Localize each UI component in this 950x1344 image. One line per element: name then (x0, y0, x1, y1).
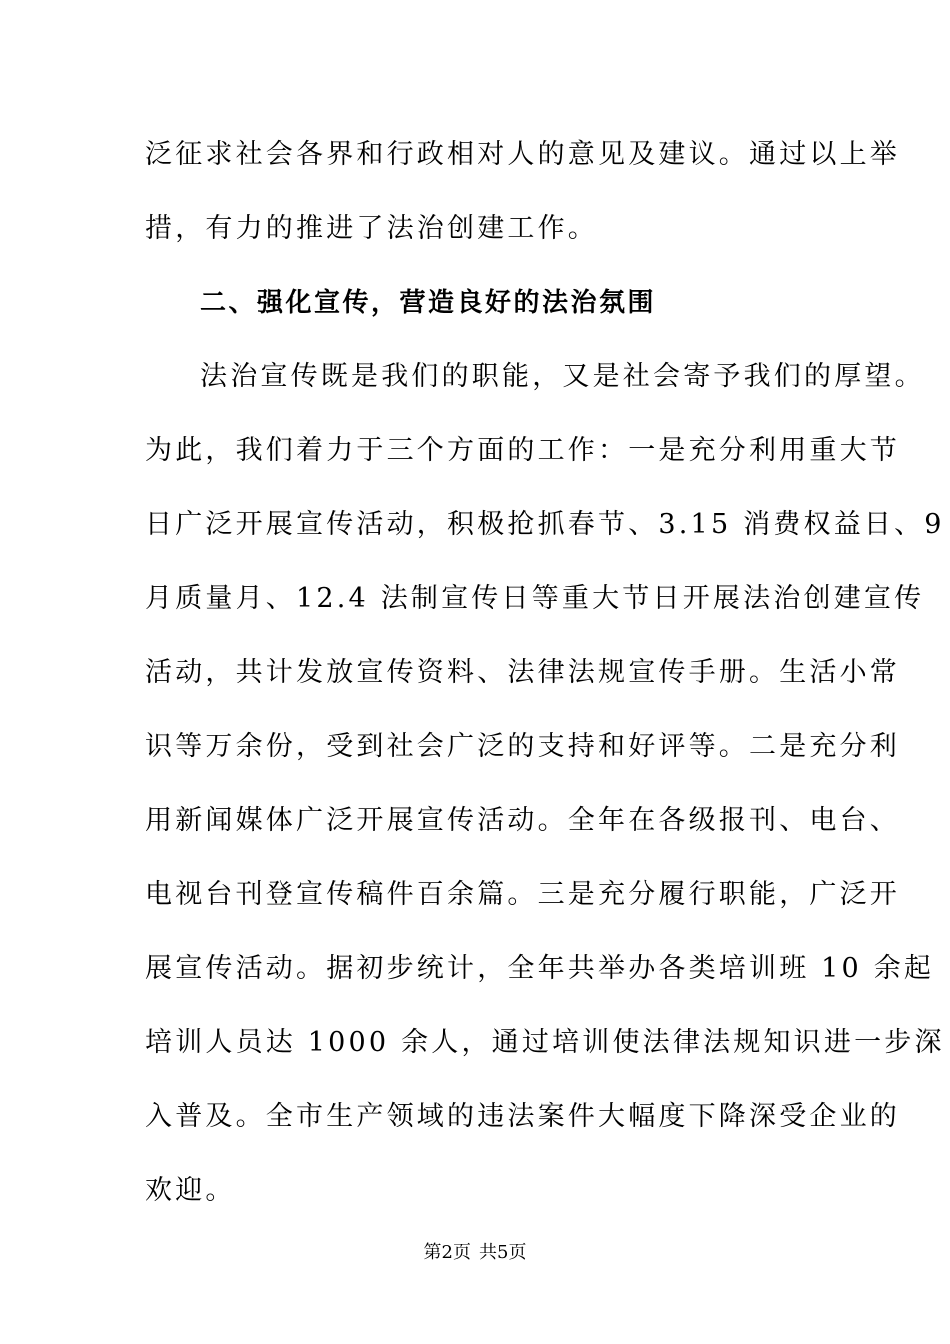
paragraph-line: 培训人员达 1000 余人，通过培训使法律法规知识进一步深 (145, 1027, 945, 1058)
text-line: 泛征求社会各界和行政相对人的意见及建议。通过以上举 (145, 139, 900, 170)
paragraph-line: 识等万余份，受到社会广泛的支持和好评等。二是充分利 (145, 731, 900, 762)
text-line: 措，有力的推进了法治创建工作。 (145, 213, 598, 244)
page-number: 第2页 (423, 1242, 471, 1263)
paragraph-line: 法治宣传既是我们的职能，又是社会寄予我们的厚望。 (200, 361, 925, 392)
paragraph-line: 月质量月、12.4 法制宣传日等重大节日开展法治创建宣传 (145, 583, 925, 614)
page-footer (0, 1240, 950, 1266)
paragraph-line: 电视台刊登宣传稿件百余篇。三是充分履行职能，广泛开 (145, 879, 900, 910)
paragraph-line: 展宣传活动。据初步统计，全年共举办各类培训班 10 余起 (145, 953, 935, 984)
page-total: 共5页 (479, 1242, 527, 1263)
paragraph-line: 活动，共计发放宣传资料、法律法规宣传手册。生活小常 (145, 657, 900, 688)
paragraph-line: 日广泛开展宣传活动，积极抢抓春节、3.15 消费权益日、9 (145, 509, 945, 540)
paragraph-line: 用新闻媒体广泛开展宣传活动。全年在各级报刊、电台、 (145, 805, 900, 836)
section-heading: 二、强化宣传，营造良好的法治氛围 (200, 288, 657, 318)
paragraph-line: 欢迎。 (145, 1175, 236, 1206)
paragraph-line: 入普及。全市生产领域的违法案件大幅度下降深受企业的 (145, 1101, 900, 1132)
paragraph-line: 为此，我们着力于三个方面的工作：一是充分利用重大节 (145, 435, 900, 466)
